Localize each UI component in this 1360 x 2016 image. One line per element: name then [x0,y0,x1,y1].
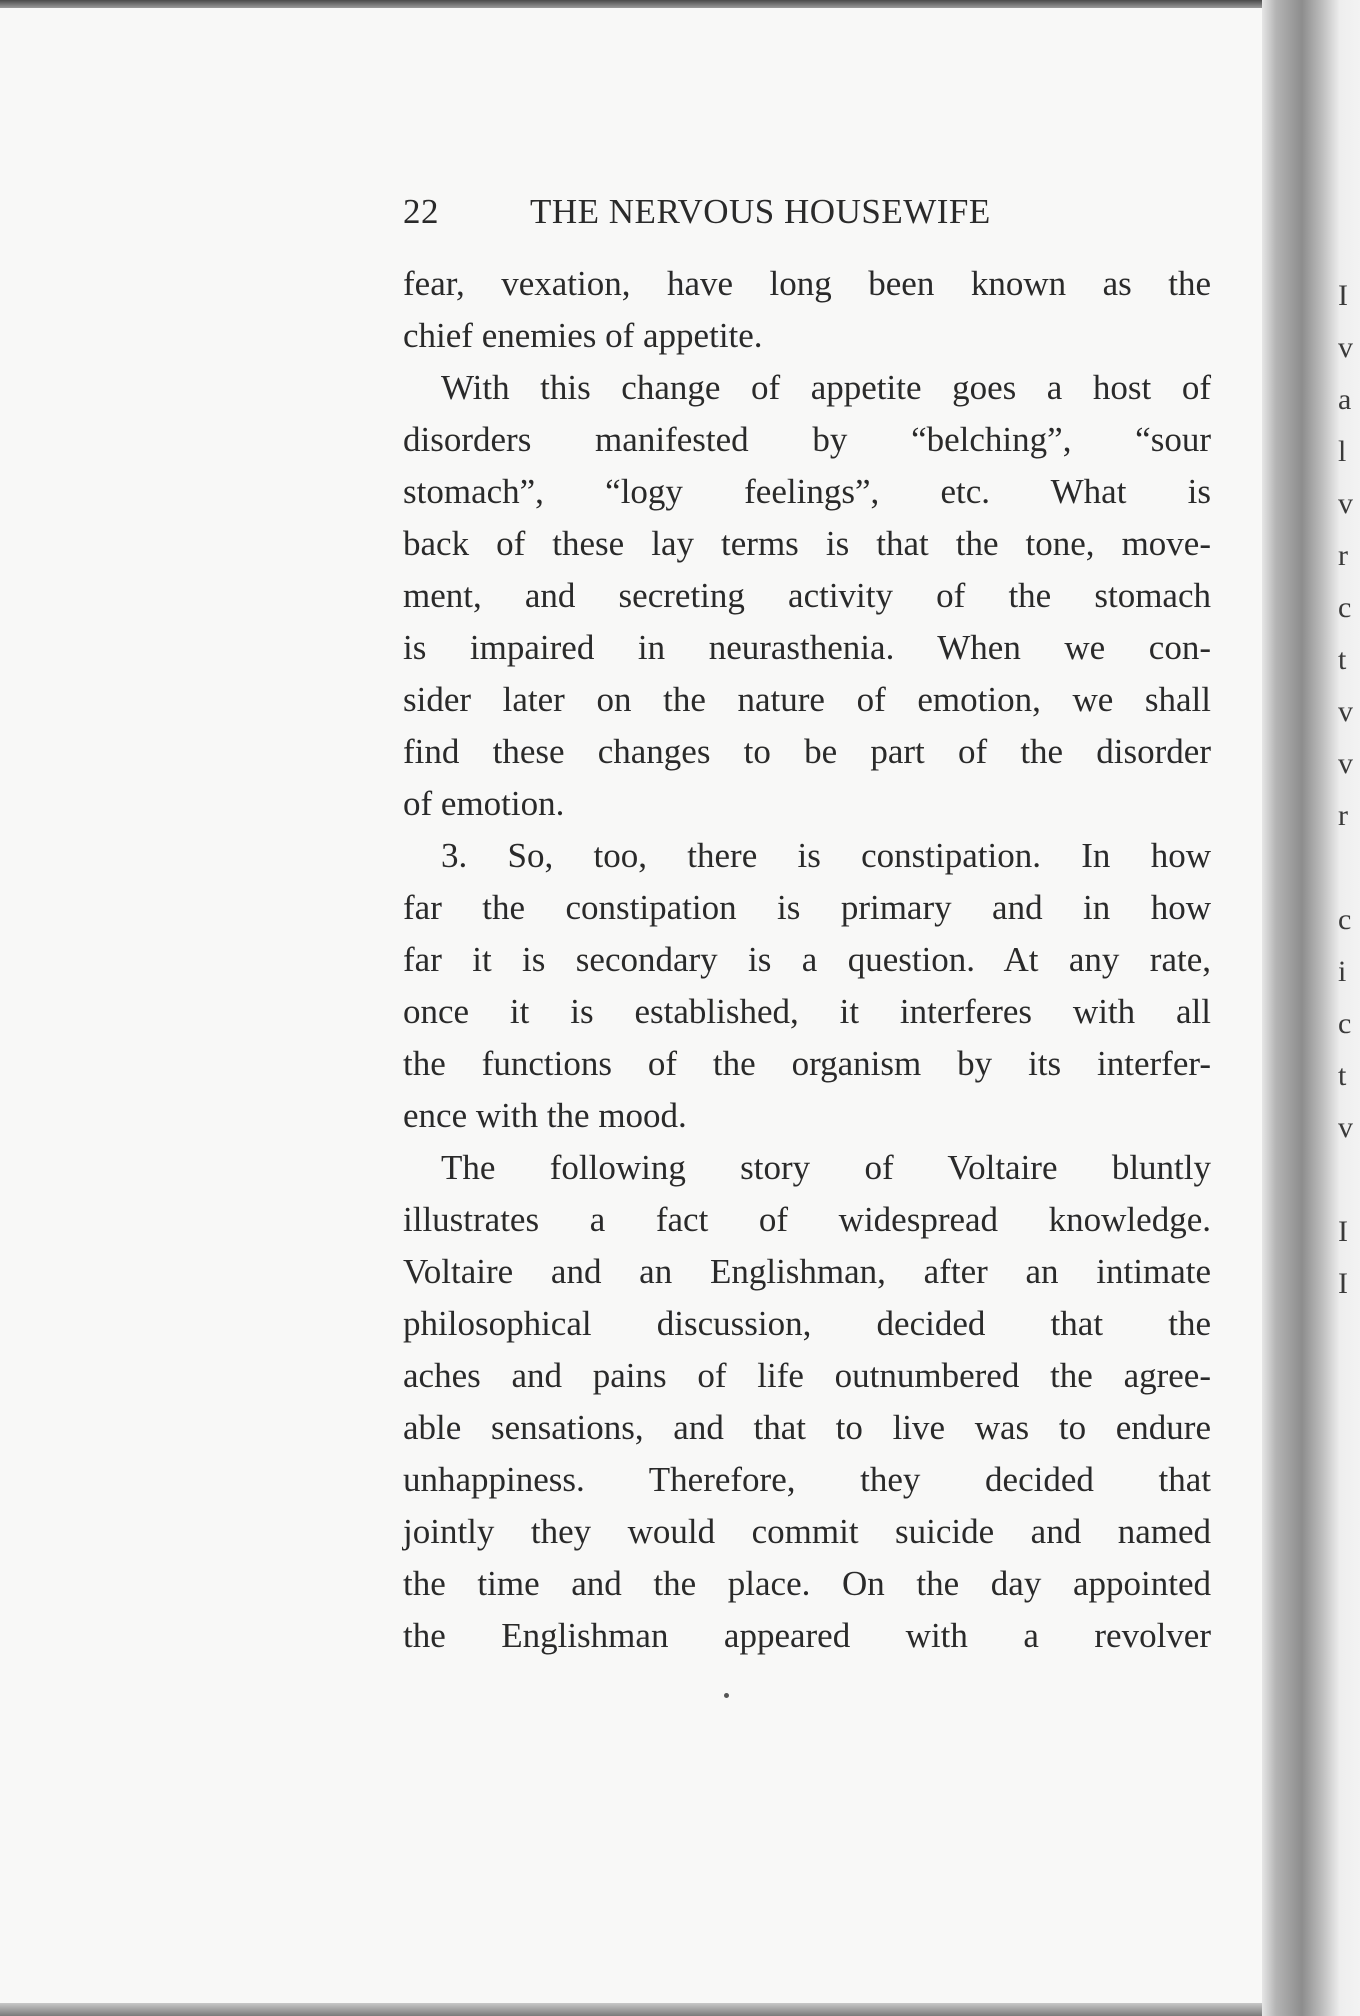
facing-letter: i [1338,955,1347,988]
text-line: aches and pains of life outnumbered the agree- [403,1356,1211,1395]
facing-letter: I [1338,279,1348,312]
text-line: fear, vexation, have long been known as the [403,264,1211,303]
text-line: chief enemies of appetite. [403,316,763,355]
ink-speck [724,1693,729,1698]
text-line: of emotion. [403,784,565,823]
facing-letter: c [1338,1007,1352,1040]
text-line: the Englishman appeared with a revolver [403,1616,1211,1655]
page-number: 22 [403,192,439,231]
facing-letter: v [1338,695,1353,728]
facing-letter: v [1338,487,1353,520]
text-line: the time and the place. On the day appointed [403,1564,1211,1603]
facing-letter: I [1338,1215,1348,1248]
text-line: Voltaire and an Englishman, after an intimate [403,1252,1211,1291]
text-line: once it is established, it interferes with all [403,992,1211,1031]
facing-letter: a [1338,383,1352,416]
text-line: far it is secondary is a question. At any rate, [403,940,1211,979]
text-line: find these changes to be part of the disorder [403,732,1211,771]
facing-letter [1338,1154,1360,1206]
text-line: sider later on the nature of emotion, we shall [403,680,1211,719]
text-line: 3. So, too, there is constipation. In how [441,836,1211,875]
facing-page-edge-text [1338,270,1360,1310]
text-line: able sensations, and that to live was to endure [403,1408,1211,1447]
facing-letter: c [1338,903,1352,936]
text-line: philosophical discussion, decided that the [403,1304,1211,1343]
text-line: The following story of Voltaire bluntly [441,1148,1211,1187]
text-line: With this change of appetite goes a host of [441,368,1211,407]
text-line: jointly they would commit suicide and named [403,1512,1211,1551]
bottom-edge [0,2003,1280,2016]
facing-letter: c [1338,591,1352,624]
text-line: disorders manifested by “belching”, “sour [403,420,1211,459]
body-text [403,258,1211,1662]
facing-letter: l [1338,435,1347,468]
text-line: the functions of the organism by its interfer- [403,1044,1211,1083]
text-line: far the constipation is primary and in how [403,888,1211,927]
text-line: stomach”, “logy feelings”, etc. What is [403,472,1211,511]
facing-letter: I [1338,1267,1348,1300]
text-line: is impaired in neurasthenia. When we con- [403,628,1211,667]
facing-letter: r [1338,539,1348,572]
facing-letter: t [1338,1059,1347,1092]
text-line: back of these lay terms is that the tone, move- [403,524,1211,563]
book-title: THE NERVOUS HOUSEWIFE [530,192,991,231]
facing-letter: v [1338,1111,1353,1144]
facing-letter: r [1338,799,1348,832]
text-line: unhappiness. Therefore, they decided that [403,1460,1211,1499]
facing-letter: v [1338,747,1353,780]
facing-letter: t [1338,643,1347,676]
text-line: ment, and secreting activity of the stomach [403,576,1211,615]
top-edge [0,0,1360,8]
running-head [403,192,1118,242]
facing-letter: v [1338,331,1353,364]
text-line: ence with the mood. [403,1096,687,1135]
text-line: illustrates a fact of widespread knowledge. [403,1200,1211,1239]
facing-letter [1338,842,1360,894]
